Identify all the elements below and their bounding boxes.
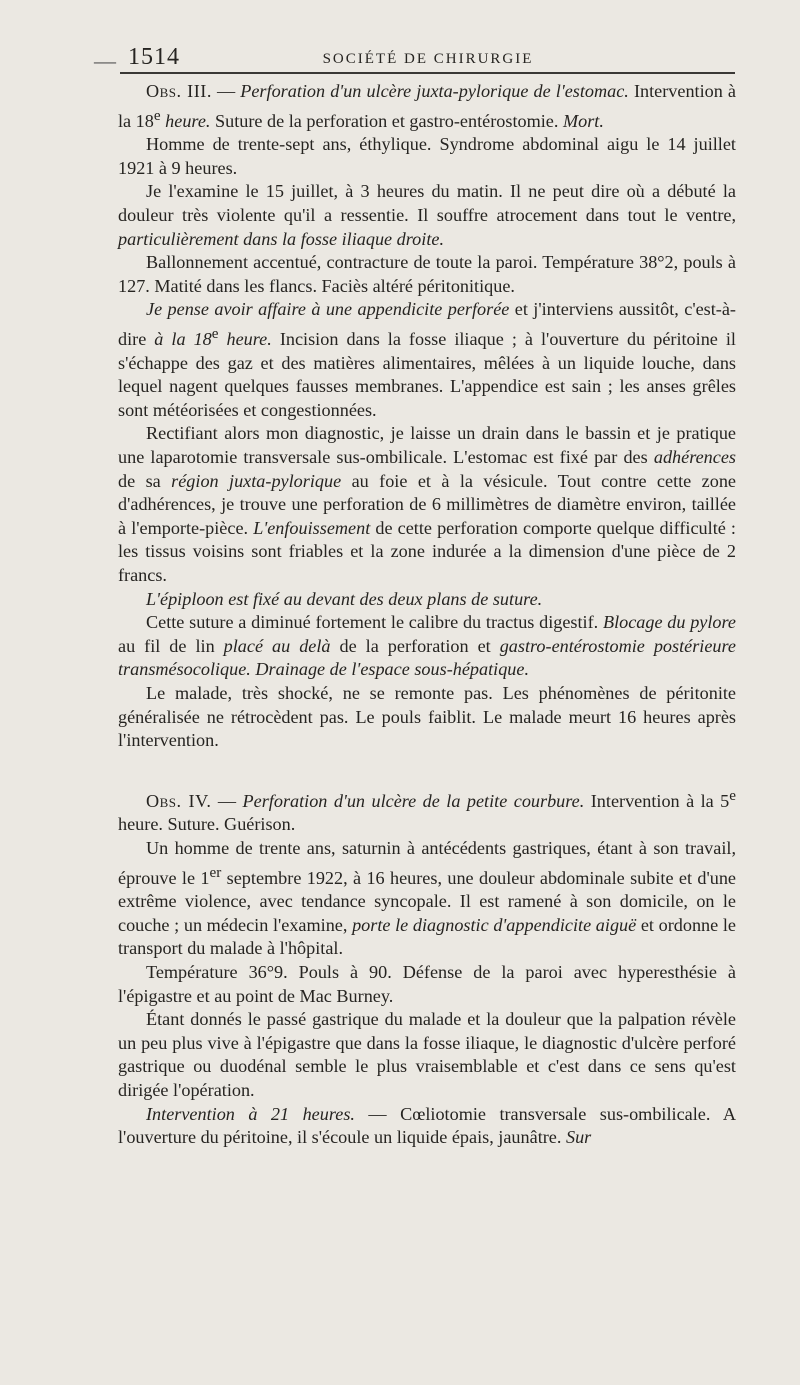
section-gap [118, 753, 736, 784]
paragraph: L'épiploon est fixé au devant des deux plans de suture. [146, 588, 543, 609]
observation-4 [118, 784, 736, 1150]
paragraph: Un homme de trente ans, saturnin à antécédents gastriques, étant à son travail, éprouve le 1er septembre 1922, à 16 heures, une douleur abdominale subite et d'une extrême violence, avec tendance syncopale. Il est ramené à son domicile, on le couche ; un médecin l'examine, porte le diagnostic d'appendicite aiguë et ordonne le transport du malade à l'hôpital. [118, 838, 736, 959]
running-title: SOCIÉTÉ DE CHIRURGIE [322, 51, 534, 67]
obs3-outcome: Mort. [562, 110, 604, 131]
page-number: 1514 [128, 44, 180, 70]
header-rule [120, 72, 735, 74]
paragraph: Intervention à 21 heures. — Cœliotomie transversale sus-ombilicale. A l'ouverture du péritoine, il s'écoule un liquide épais, jaunâtre. Sur [118, 1103, 736, 1148]
paragraph: Le malade, très shocké, ne se remonte pas. Les phénomènes de péritonite généralisée ne rétrocèdent pas. Le pouls faiblit. Le malade meurt 16 heures après l'intervention. [118, 682, 736, 751]
paragraph: Cette suture a diminué fortement le calibre du tractus digestif. Blocage du pylore au fil de lin placé au delà de la perforation et gastro-entérostomie postérieure transmésocolique. Drainage de l'espace sous-hépatique. [118, 612, 736, 680]
obs3-label: Obs. III. [146, 81, 212, 101]
paragraph: Je l'examine le 15 juillet, à 3 heures du matin. Il ne peut dire où a débuté la douleur très violente qu'il a ressentie. Il souffre atrocement dans tout le ventre, particulièrement dans la fosse iliaque droite. [118, 181, 736, 249]
page-body [118, 80, 736, 1150]
observation-3 [118, 80, 736, 753]
paragraph: Je pense avoir affaire à une appendicite perforée et j'interviens aussitôt, c'est-à-dire à la 18e heure. Incision dans la fosse iliaque ; à l'ouverture du péritoine il s'échappe des gaz et des matières alimentaires, mêlées à un liquide louche, dans lequel nagent quelques fausses membranes. L'appendice est sain ; les anses grêles sont météorisées et congestionnées. [118, 299, 736, 420]
obs4-label: Obs. IV. [146, 790, 212, 811]
paragraph: Rectifiant alors mon diagnostic, je laisse un drain dans le bassin et je pratique une laparotomie transversale sus-ombilicale. L'estomac est fixé par des adhérences de sa région juxta-pylorique au foie et à la vésicule. Tout contre cette zone d'adhérences, je trouve une perforation de 6 millimètres de diamètre environ, taillée à l'emporte-pièce. L'enfouissement de cette perforation comporte quelque difficulté : les tissus voisins sont friables et la zone indurée a la dimension d'une pièce de 2 francs. [118, 423, 736, 585]
obs4-heading: Obs. IV. — Perforation d'un ulcère de la petite courbure. Intervention à la 5e heure. Suture. Guérison. [118, 786, 737, 835]
paragraph: Homme de trente-sept ans, éthylique. Syndrome abdominal aigu le 14 juillet 1921 à 9 heures. [118, 134, 736, 178]
paragraph: Étant donnés le passé gastrique du malade et la douleur que la palpation révèle un peu plus vive à l'épigastre que dans la fosse iliaque, le diagnostic d'ulcère perforé gastrique ou duodénal semble le plus vraisemblable et c'est dans ce sens qu'est dirigée l'opération. [118, 1009, 736, 1100]
paragraph: Température 36°9. Pouls à 90. Défense de la paroi avec hyperesthésie à l'épigastre et au point de Mac Burney. [118, 962, 736, 1006]
paragraph: Ballonnement accentué, contracture de toute la paroi. Température 38°2, pouls à 127. Matité dans les flancs. Faciès altéré péritonitique. [118, 252, 736, 296]
obs3-heading: Obs. III. — Perforation d'un ulcère juxta-pylorique de l'estomac. Intervention à la 18e heure. Suture de la perforation et gastro-entérostomie. Mort. [118, 81, 736, 131]
page-header [94, 44, 738, 73]
obs3-title: Perforation d'un ulcère juxta-pylorique de l'estomac. [240, 81, 629, 101]
obs4-title: Perforation d'un ulcère de la petite courbure. [242, 790, 585, 811]
header-dash: — [94, 48, 116, 73]
